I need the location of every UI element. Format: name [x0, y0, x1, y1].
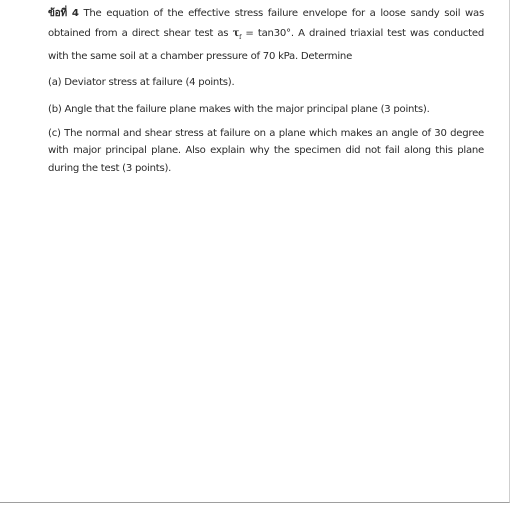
question-intro	[48, 4, 484, 67]
tau-subscript: f	[239, 33, 242, 41]
question-block	[48, 4, 484, 177]
part-a: (a) Deviator stress at failure (4 points).	[48, 76, 235, 88]
part-b: (b) Angle that the failure plane makes with the major principal plane (3 points).	[48, 103, 430, 115]
formula-rhs: = tan30°	[241, 27, 291, 39]
intro-text: The equation of the effective stress failure envelope for a loose sandy soil was obtained from a direct shear test as	[48, 8, 484, 39]
shear-strength-symbol	[233, 28, 242, 39]
part-c: (c) The normal and shear stress at failure on a plane which makes an angle of 30 degree with major principal plane. Also explain why the specimen did not fail along this plane during the test (3 points).	[48, 127, 484, 174]
intro-text-continued: . A drained triaxial test was conducted with the same soil at a chamber pressure of 70 kPa. Determine	[48, 27, 484, 63]
tau-symbol: τ	[232, 27, 240, 39]
question-label: ข้อที่ 4	[48, 8, 79, 19]
